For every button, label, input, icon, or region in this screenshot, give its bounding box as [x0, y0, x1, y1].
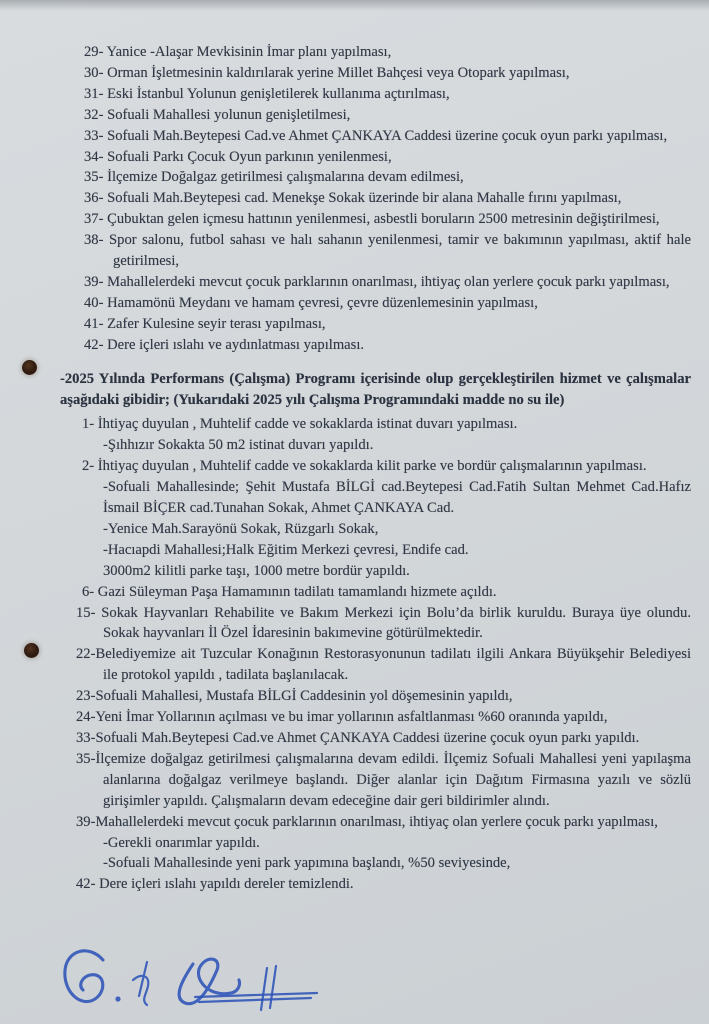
list-item-33: 33- Sofuali Mah.Beytepesi Cad.ve Ahmet ÇANKAYA Caddesi üzerine çocuk oyun parkı yapılması,	[84, 127, 668, 144]
work-note: 3000m2 kilitli parke taşı, 1000 metre bordür yapıldı.	[103, 562, 410, 579]
list-item-41: 41- Zafer Kulesine seyir terası yapılması,	[84, 315, 326, 332]
work-item-23: 23-Sofuali Mahallesi, Mustafa BİLGİ Caddesinin yol döşemesinin yapıldı,	[76, 688, 513, 705]
list-item-40: 40- Hamamönü Meydanı ve hamam çevresi, çevre düzenlemesinin yapılması,	[84, 294, 538, 311]
work-item-42: 42- Dere içleri ıslahı yapıldı dereler temizlendi.	[76, 876, 354, 893]
list-item-34: 34- Sofuali Parkı Çocuk Oyun parkının yenilenmesi,	[84, 148, 392, 165]
list-item-29: 29- Yanice -Alaşar Mevkisinin İmar planı yapılması,	[84, 44, 392, 60]
list-item-42: 42- Dere içleri ıslahı ve aydınlatması yapılması.	[84, 336, 365, 353]
list-item-30: 30- Orman İşletmesinin kaldırılarak yerine Millet Bahçesi veya Otopark yapılması,	[84, 64, 570, 81]
work-note: -Sofuali Mahallesinde yeni park yapımına başlandı, %50 seviyesinde,	[103, 855, 511, 872]
work-note: -Yenice Mah.Sarayönü Sokak, Rüzgarlı Sokak,	[103, 520, 379, 537]
work-note: -Gerekli onarımlar yapıldı.	[103, 834, 260, 851]
work-item-33: 33-Sofuali Mah.Beytepesi Cad.ve Ahmet ÇANKAYA Caddesi üzerine çocuk oyun parkı yapıldı.	[76, 730, 640, 746]
work-note: -Şıhhızır Sokakta 50 m2 istinat duvarı yapıldı.	[103, 437, 374, 454]
work-item-1: 1- İhtiyaç duyulan , Muhtelif cadde ve sokaklarda istinat duvarı yapılması.	[82, 416, 518, 433]
list-item-31: 31- Eski İstanbul Yolunun genişletilerek kullanıma açtırılması,	[84, 85, 450, 102]
work-item-6: 6- Gazi Süleyman Paşa Hamamının tadilatı tamamlandı hizmete açıldı.	[82, 583, 497, 600]
program-items-list	[0, 42, 691, 356]
section-heading: -2025 Yılında Performans (Çalışma) Programı içerisinde olup gerçekleştirilen hizmet ve çalışmalar aşağıdaki gibidir; (Yukarıdaki 2025 yılı Çalışma Programındaki madde no su ile)	[60, 370, 691, 408]
signature-ink	[55, 936, 365, 1024]
work-item-15: 15- Sokak Hayvanları Rehabilite ve Bakım Merkezi için Bolu’da birlik kuruldu. Buraya üye olundu. Sokak hayvanları İl Özel İdaresinin bakımevine götürülmektedir.	[76, 604, 691, 642]
work-note: -Hacıapdi Mahallesi;Halk Eğitim Merkezi çevresi, Endife cad.	[103, 541, 469, 558]
work-item-35: 35-İlçemize doğalgaz getirilmesi çalışmalarına devam edildi. İlçemiz Sofuali Mahallesi yeni yapılaşma alanlarına doğalgaz verilmeye başlandı. Diğer alanlar için Dağıtım Firmasına yazılı ve sözlü girişimler yapıldı. Çalışmaların devam edeceğine dair geri bildirimler alındı.	[76, 750, 691, 809]
list-item-38: 38- Spor salonu, futbol sahası ve halı sahanın yenilenmesi, tamir ve bakımının yapılması, aktif hale getirilmesi,	[84, 232, 691, 270]
work-item-39: 39-Mahallelerdeki mevcut çocuk parklarının onarılması, ihtiyaç olan yerlere çocuk parkı yapılması,	[76, 813, 658, 830]
work-item-24: 24-Yeni İmar Yollarının açılması ve bu imar yollarının asfaltlanması %60 oranında yapıldı,	[76, 709, 608, 726]
work-item-2: 2- İhtiyaç duyulan , Muhtelif cadde ve sokaklarda kilit parke ve bordür çalışmalarının yapılması.	[82, 458, 647, 475]
list-item-39: 39- Mahallelerdeki mevcut çocuk parklarının onarılması, ihtiyaç olan yerlere çocuk parkı yapılması,	[84, 273, 670, 290]
list-item-35: 35- İlçemize Doğalgaz getirilmesi çalışmalarına devam edilmesi,	[84, 169, 464, 186]
completed-works-list	[0, 414, 691, 895]
work-item-22: 22-Belediyemize ait Tuzcular Konağının Restorasyonunun tadilatı ilgili Ankara Büyükşehir Belediyesi ile protokol yapıldı , tadilata başlanılacak.	[76, 646, 691, 684]
list-item-36: 36- Sofuali Mah.Beytepesi cad. Menekşe Sokak üzerinde bir alana Mahalle fırını yapılması,	[84, 190, 622, 207]
work-note: -Sofuali Mahallesinde; Şehit Mustafa BİLGİ cad.Beytepesi Cad.Fatih Sultan Mehmet Cad.Hafız İsmail BİÇER cad.Tunahan Sokak, Ahmet ÇANKAYA Cad.	[103, 479, 691, 517]
list-item-32: 32- Sofuali Mahallesi yolunun genişletilmesi,	[84, 106, 351, 123]
list-item-37: 37- Çubuktan gelen içmesu hattının yenilenmesi, asbestli boruların 2500 metresinin değiştirilmesi,	[84, 211, 660, 228]
